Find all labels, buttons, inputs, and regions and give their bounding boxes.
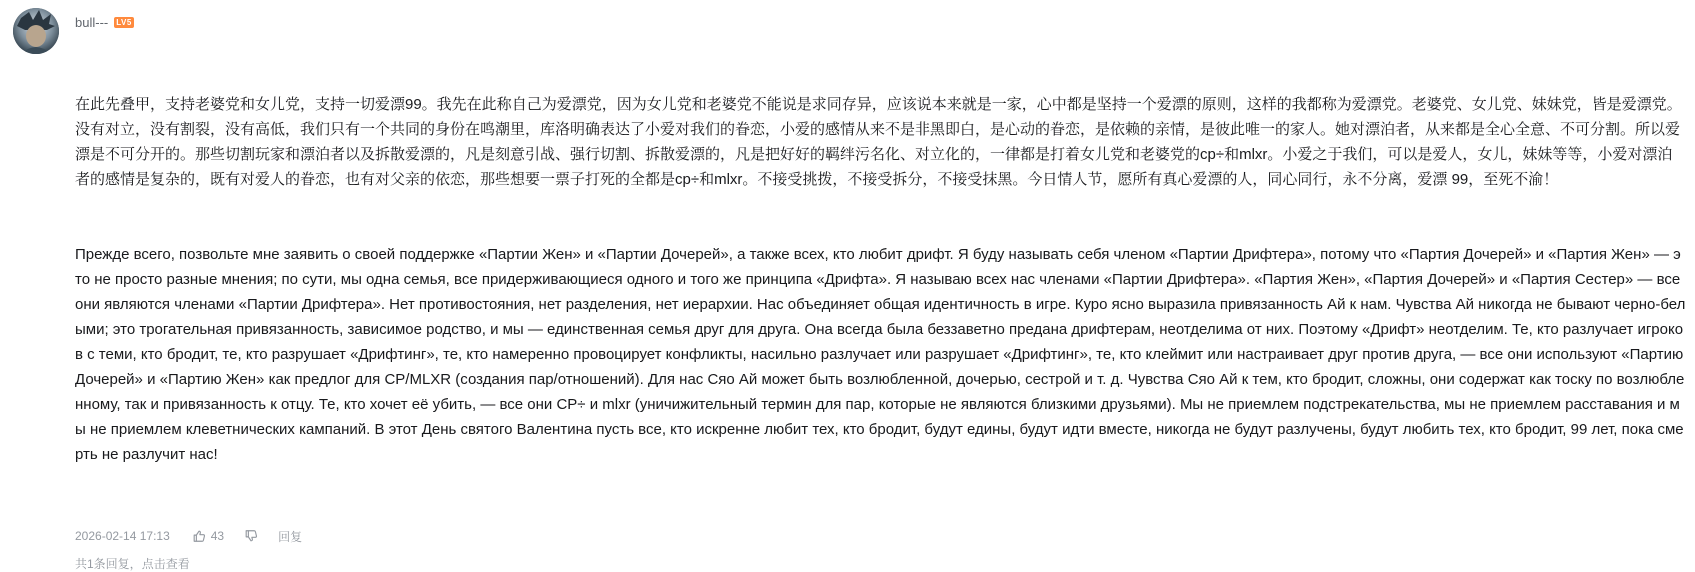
comment-timestamp: 2026-02-14 17:13 (75, 529, 170, 543)
comment-paragraph-russian: Прежде всего, позвольте мне заявить о своей поддержке «Партии Жен» и «Партии Дочерей», а также всех, кто любит дрифт. Я буду называть себя членом «Партии Дрифтера», потому что «Партия Дочерей» и «Партия Жен» — это не просто разные мнения; по сути, мы одна семья, все придерживающиеся одного и того же принципа «Дрифта». Я называю всех нас членами «Партии Дрифтера». «Партия Жен», «Партия Дочерей» и «Партия Сестер» — все они являются членами «Партии Дрифтера». Нет противостояния, нет разделения, нет иерархии. Нас объединяет общая идентичность в игре. Куро ясно выразила привязанность Ай к нам. Чувства Ай никогда не бывают черно-белыми; это трогательная привязанность, зависимое родство, и мы — единственная семья друг для друга. Она всегда была беззаветно предана дрифтерам, неотделима от них. Поэтому «Дрифт» неотделим. Те, кто разлучает игроков с теми, кто бродит, те, кто разрушает «Дрифтинг», те, кто намеренно провоцирует конфликты, насильно разлучает или разрушает «Дрифтинг», те, кто клеймит или настраивает друг против друга, — все они используют «Партию Дочерей» и «Партию Жен» как предлог для CP/MLXR (создания пар/отношений). Для нас Сяо Ай может быть возлюбленной, дочерью, сестрой и т. д. Чувства Сяо Ай к тем, кто бродит, сложны, они содержат как тоску по возлюбленному, так и привязанность к отцу. Те, кто хочет её убить, — все они CP÷ и mlxr (уничижительный термин для пар, которые не являются близкими друзьями). Мы не приемлем подстрекательства, мы не приемлем расставания и мы не приемлем клеветнических кампаний. В этот День святого Валентина пусть все, кто искренне любит тех, кто бродит, будут едины, будут идти вместе, никогда не будут разлучены, будут любить тех, кто бродит, 99 лет, пока смерть не разлучит нас! (75, 246, 1688, 463)
thumbs-down-icon (244, 529, 258, 543)
reply-summary (75, 555, 1687, 572)
comment-meta (75, 526, 1687, 546)
reply-count-text: 共1条回复， (75, 557, 142, 571)
view-replies-link[interactable]: 点击查看 (141, 557, 190, 571)
level-badge: LV5 (116, 17, 132, 27)
avatar[interactable] (13, 8, 59, 54)
reply-button[interactable]: 回复 (278, 529, 303, 544)
dislike-button[interactable] (244, 529, 258, 543)
like-button[interactable] (192, 529, 224, 543)
comment-paragraph-chinese: 在此先叠甲，支持老婆党和女儿党，支持一切爱漂99。我先在此称自己为爱漂党，因为女儿党和老婆党不能说是求同存异，应该说本来就是一家，心中都是坚持一个爱漂的原则，这样的我都称为爱漂党。老婆党、女儿党、妹妹党，皆是爱漂党。没有对立，没有割裂，没有高低，我们只有一个共同的身份在鸣潮里，库洛明确表达了小爱对我们的眷恋，小爱的感情从来不是非黑即白，是心动的眷恋，是依赖的亲情，是彼此唯一的家人。她对漂泊者，从来都是全心全意、不可分割。所以爱漂是不可分开的。那些切割玩家和漂泊者以及拆散爱漂的，凡是刻意引战、强行切割、拆散爱漂的，凡是把好好的羁绊污名化、对立化的，一律都是打着女儿党和老婆党的cp÷和mlxr。小爱之于我们，可以是爱人，女儿，妹妹等等，小爱对漂泊者的感情是复杂的，既有对爱人的眷恋，也有对父亲的依恋，那些想要一票子打死的全都是cp÷和mlxr。不接受挑拨，不接受拆分，不接受抹黑。今日情人节，愿所有真心爱漂的人，同心同行，永不分离，爱漂 99，至死不渝！ (75, 96, 1682, 188)
avatar-image-icon (13, 8, 59, 54)
thumbs-up-icon (192, 529, 206, 543)
comment-body (75, 12, 1687, 572)
like-count: 43 (210, 529, 225, 543)
user-line (75, 12, 1687, 32)
username[interactable]: bull--- (75, 14, 109, 30)
comment-text (75, 42, 1687, 517)
